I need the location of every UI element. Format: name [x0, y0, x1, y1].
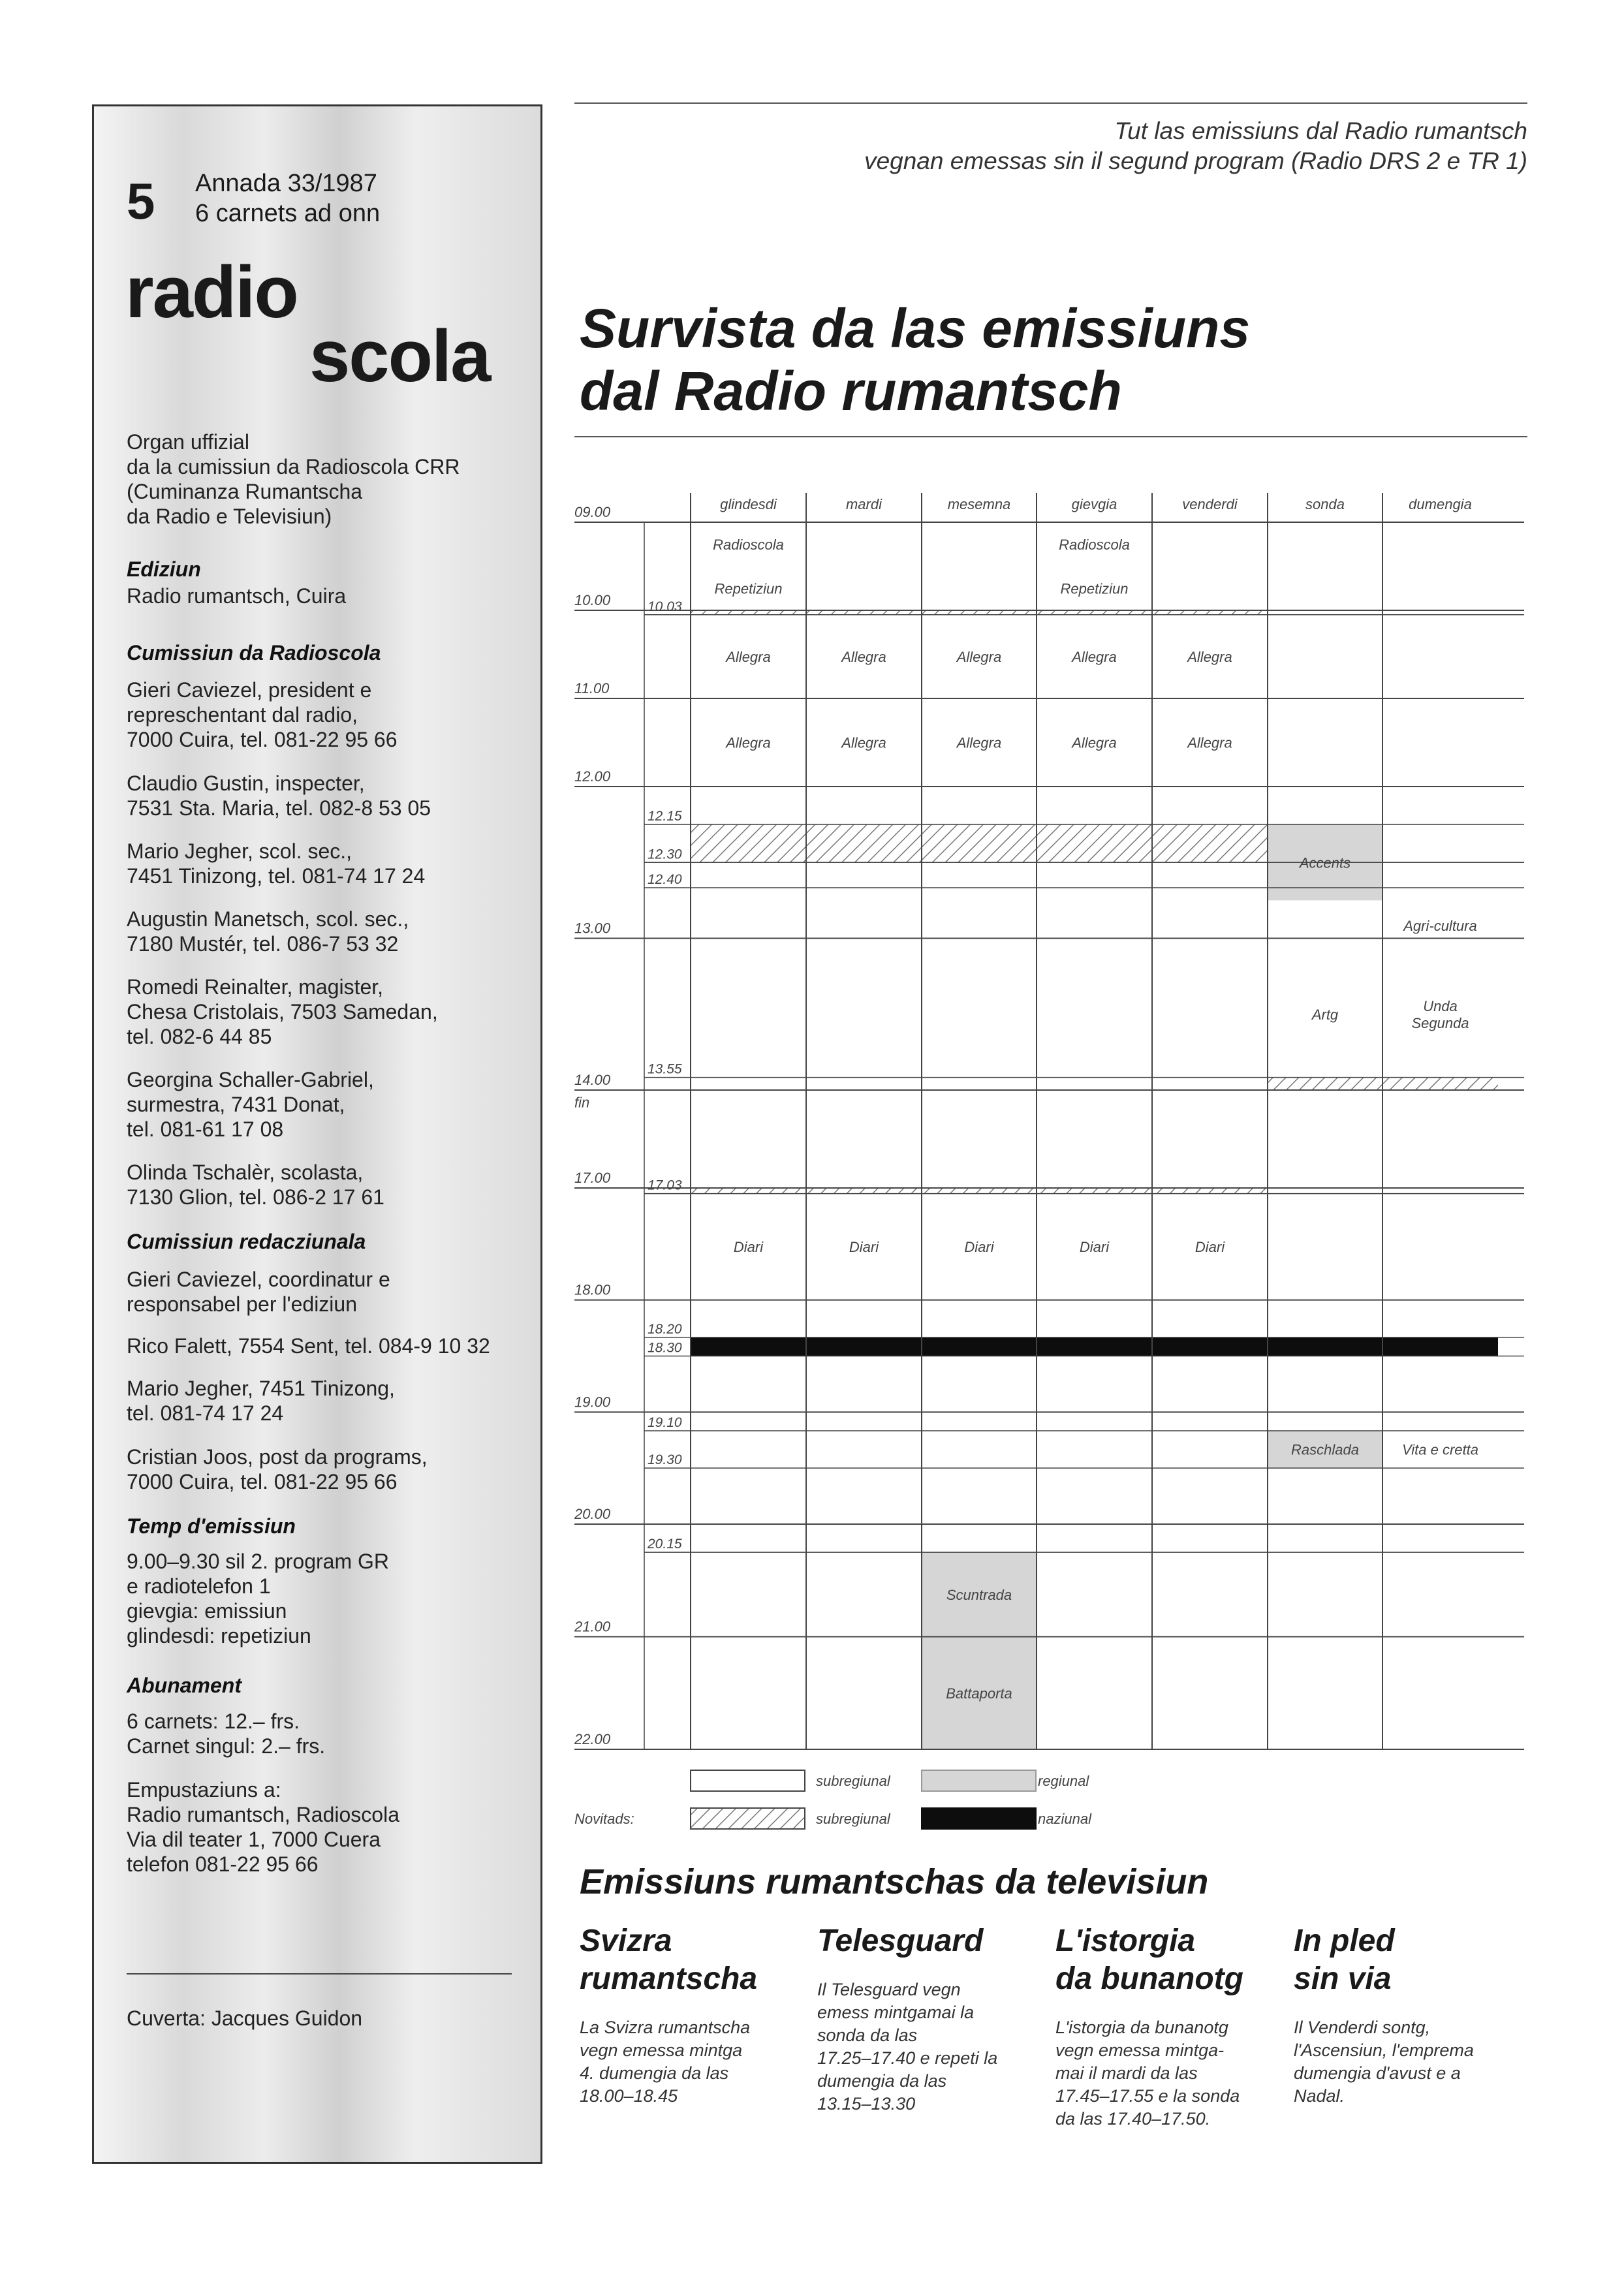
program-block-novitads — [1037, 610, 1152, 615]
legend-label: naziunal — [1038, 1811, 1091, 1827]
program-block-novitads — [806, 1188, 922, 1194]
tv-column-text: L'istorgia da bunanotg vegn emessa mintga- mai il mardi da las 17.45–17.55 e la sonda da las 17.40–17.50. — [1055, 2018, 1240, 2129]
day-header: gievgia — [1071, 496, 1117, 512]
program-label: Allegra — [841, 648, 886, 665]
program-label: Repetiziun — [1060, 580, 1129, 597]
program-block-novitads — [1268, 1078, 1382, 1090]
cumissiun-heading: Cumissiun da Radioscola — [127, 641, 381, 664]
cumissiun-member: Georgina Schaller-Gabriel, surmestra, 7431 Donat, tel. 081-61 17 08 — [127, 1068, 374, 1141]
tv-column-heading: In pled sin via — [1294, 1924, 1395, 1996]
time-label: 18.30 — [648, 1340, 682, 1356]
redaczion-member: Mario Jegher, 7451 Tinizong, tel. 081-74 17 24 — [127, 1377, 395, 1425]
program-block-novitads — [1037, 1188, 1152, 1194]
legend-label: subregiunal — [816, 1811, 890, 1827]
program-label: Radioscola — [713, 536, 784, 553]
masthead-radio: radio — [125, 251, 298, 333]
program-label: Allegra — [1072, 734, 1117, 751]
program-label: Allegra — [1187, 734, 1232, 751]
program-block-novitads — [922, 610, 1037, 615]
program-block-naziunal — [806, 1337, 922, 1356]
program-block-novitads — [691, 1188, 806, 1194]
program-block-novitads — [691, 610, 806, 615]
program-block-novitads — [1382, 1078, 1498, 1090]
program-label: Allegra — [726, 648, 771, 665]
program-label: Radioscola — [1059, 536, 1130, 553]
legend-swatch — [922, 1808, 1036, 1829]
tv-column-text: Il Telesguard vegn emess mintgamai la sonda da las 17.25–17.40 e repeti la dumengia da las 13.15–13.30 — [817, 1980, 998, 2114]
program-block-naziunal — [922, 1337, 1037, 1356]
time-label: 11.00 — [574, 680, 610, 696]
title-rule — [574, 436, 1527, 437]
program-block-naziunal — [1152, 1337, 1268, 1356]
tv-column-text: La Svizra rumantscha vegn emessa mintga 4. dumengia da las 18.00–18.45 — [580, 2018, 751, 2106]
top-rule — [574, 102, 1527, 104]
empustaziuns-text: Empustaziuns a: Radio rumantsch, Radioscola Via dil teater 1, 7000 Cuera telefon 081-22 95 66 — [127, 1778, 399, 1876]
tv-column — [1055, 1922, 1277, 2131]
time-label: 17.00 — [574, 1170, 611, 1186]
program-block-novitads — [1152, 1188, 1268, 1194]
time-label: 12.15 — [648, 809, 682, 824]
tv-column — [817, 1922, 1039, 2115]
tv-column — [580, 1922, 802, 2108]
sidebar-divider — [127, 1973, 512, 1975]
abunament-heading: Abunament — [127, 1674, 242, 1697]
day-header: mesemna — [947, 496, 1011, 512]
program-block-novitads — [1037, 824, 1152, 862]
program-block-naziunal — [691, 1337, 806, 1356]
legend-swatch — [691, 1808, 805, 1829]
time-label: 10.00 — [574, 592, 611, 608]
cumissiun-member: Romedi Reinalter, magister, Chesa Cristolais, 7503 Samedan, tel. 082-6 44 85 — [127, 975, 438, 1048]
tv-column-heading: Telesguard — [817, 1924, 984, 1958]
time-label: 10.03 — [648, 599, 682, 614]
ediziun-heading: Ediziun — [127, 557, 201, 581]
time-label: 12.40 — [648, 872, 682, 887]
program-label: Allegra — [956, 648, 1002, 665]
time-label: 20.00 — [574, 1506, 611, 1522]
cumissiun-member: Claudio Gustin, inspecter, 7531 Sta. Maria, tel. 082-8 53 05 — [127, 772, 431, 820]
abunament-text: 6 carnets: 12.– frs. Carnet singul: 2.– frs. — [127, 1710, 326, 1758]
time-label: 18.20 — [648, 1321, 682, 1337]
tv-column-heading: L'istorgia da bunanotg — [1055, 1924, 1243, 1996]
program-block-novitads — [922, 824, 1037, 862]
day-header: glindesdi — [720, 496, 777, 512]
program-label: Diari — [849, 1239, 879, 1256]
cumissiun-member: Olinda Tschalèr, scolasta, 7130 Glion, tel. 086-2 17 61 — [127, 1161, 384, 1209]
cumissiun-member: Augustin Manetsch, scol. sec., 7180 Mustér, tel. 086-7 53 32 — [127, 907, 409, 956]
issue-number: 5 — [127, 172, 155, 230]
page-title: Survista da las emissiuns dal Radio rumantsch — [580, 298, 1251, 422]
masthead-scola: scola — [309, 315, 490, 397]
ediziun-text: Radio rumantsch, Cuira — [127, 584, 347, 608]
time-label: 19.30 — [648, 1452, 682, 1468]
time-label: 12.30 — [648, 847, 682, 862]
program-block-naziunal — [1037, 1337, 1152, 1356]
time-label: fin — [574, 1094, 590, 1111]
time-label: 13.55 — [648, 1061, 682, 1077]
tv-column — [1294, 1922, 1516, 2108]
header-note: Tut las emissiuns dal Radio rumantsch vegnan emessas sin il segund program (Radio DRS 2 e TR 1) — [864, 117, 1527, 174]
schedule-grid — [574, 483, 1534, 1847]
time-label: 12.00 — [574, 768, 611, 785]
program-label: Allegra — [1187, 648, 1232, 665]
time-label: 17.03 — [648, 1178, 682, 1193]
tv-title: Emissiuns rumantschas da televisiun — [580, 1862, 1209, 1901]
program-label: Raschlada — [1291, 1441, 1359, 1458]
time-label: 09.00 — [574, 504, 611, 520]
program-label: Allegra — [956, 734, 1002, 751]
organ-text: Organ uffizial da la cumissiun da Radioscola CRR (Cuminanza Rumantscha da Radio e Televisiun) — [127, 430, 460, 528]
program-label: Allegra — [841, 734, 886, 751]
time-label: 14.00 — [574, 1072, 611, 1088]
program-block-novitads — [806, 610, 922, 615]
program-block-novitads — [922, 1188, 1037, 1194]
time-label: 20.15 — [648, 1537, 682, 1552]
legend-title: Novitads: — [574, 1811, 634, 1827]
cumissiun-member: Gieri Caviezel, president e represchentant dal radio, 7000 Cuira, tel. 081-22 95 66 — [127, 678, 398, 751]
program-label: Diari — [1079, 1239, 1110, 1256]
cumissiun-member: Mario Jegher, scol. sec., 7451 Tinizong, tel. 081-74 17 24 — [127, 839, 426, 888]
day-header: mardi — [845, 496, 882, 512]
tv-column-text: Il Venderdi sontg, l'Ascensiun, l'emprema dumengia d'avust e a Nadal. — [1294, 2018, 1474, 2106]
program-label: Allegra — [726, 734, 771, 751]
time-label: 18.00 — [574, 1281, 611, 1298]
program-block-novitads — [1152, 824, 1268, 862]
redaczion-heading: Cumissiun redacziunala — [127, 1230, 366, 1253]
program-block-naziunal — [1382, 1337, 1498, 1356]
program-label: Unda Segunda — [1411, 997, 1469, 1031]
program-label: Agri-cultura — [1403, 918, 1477, 935]
program-block-novitads — [691, 824, 806, 862]
time-label: 22.00 — [574, 1731, 611, 1747]
legend-swatch — [691, 1770, 805, 1791]
sidebar — [92, 104, 542, 2164]
time-label: 21.00 — [574, 1618, 611, 1635]
time-label: 19.00 — [574, 1394, 611, 1411]
temp-text: 9.00–9.30 sil 2. program GR e radiotelefon 1 gievgia: emissiun glindesdi: repetiziun — [127, 1550, 389, 1647]
program-label: Diari — [733, 1239, 764, 1256]
program-label: Vita e cretta — [1402, 1441, 1478, 1458]
issue-meta: Annada 33/1987 6 carnets ad onn — [195, 170, 381, 227]
program-label: Diari — [964, 1239, 994, 1256]
program-block-novitads — [1152, 610, 1268, 615]
program-block-naziunal — [1268, 1337, 1382, 1356]
day-header: dumengia — [1409, 496, 1472, 512]
program-label: Artg — [1311, 1006, 1339, 1023]
legend-label: subregiunal — [816, 1773, 890, 1789]
program-block-novitads — [806, 824, 922, 862]
day-header: sonda — [1305, 496, 1345, 512]
time-label: 19.10 — [648, 1414, 682, 1430]
program-label: Repetiziun — [714, 580, 783, 597]
redaczion-member: Rico Falett, 7554 Sent, tel. 084-9 10 32 — [127, 1334, 490, 1358]
cover-credit: Cuverta: Jacques Guidon — [127, 2006, 363, 2030]
program-label: Allegra — [1072, 648, 1117, 665]
day-header: venderdi — [1182, 496, 1238, 512]
tv-column-heading: Svizra rumantscha — [580, 1924, 758, 1996]
program-label: Battaporta — [946, 1685, 1012, 1702]
legend-label: regiunal — [1038, 1773, 1089, 1789]
redaczion-member: Cristian Joos, post da programs, 7000 Cuira, tel. 081-22 95 66 — [127, 1445, 428, 1493]
program-label: Diari — [1195, 1239, 1225, 1256]
legend-swatch — [922, 1770, 1036, 1791]
redaczion-member: Gieri Caviezel, coordinatur e responsabel per l'ediziun — [127, 1268, 390, 1316]
program-label: Accents — [1299, 854, 1351, 871]
time-label: 13.00 — [574, 920, 611, 937]
temp-heading: Temp d'emissiun — [127, 1514, 296, 1538]
program-label: Scuntrada — [946, 1586, 1012, 1603]
